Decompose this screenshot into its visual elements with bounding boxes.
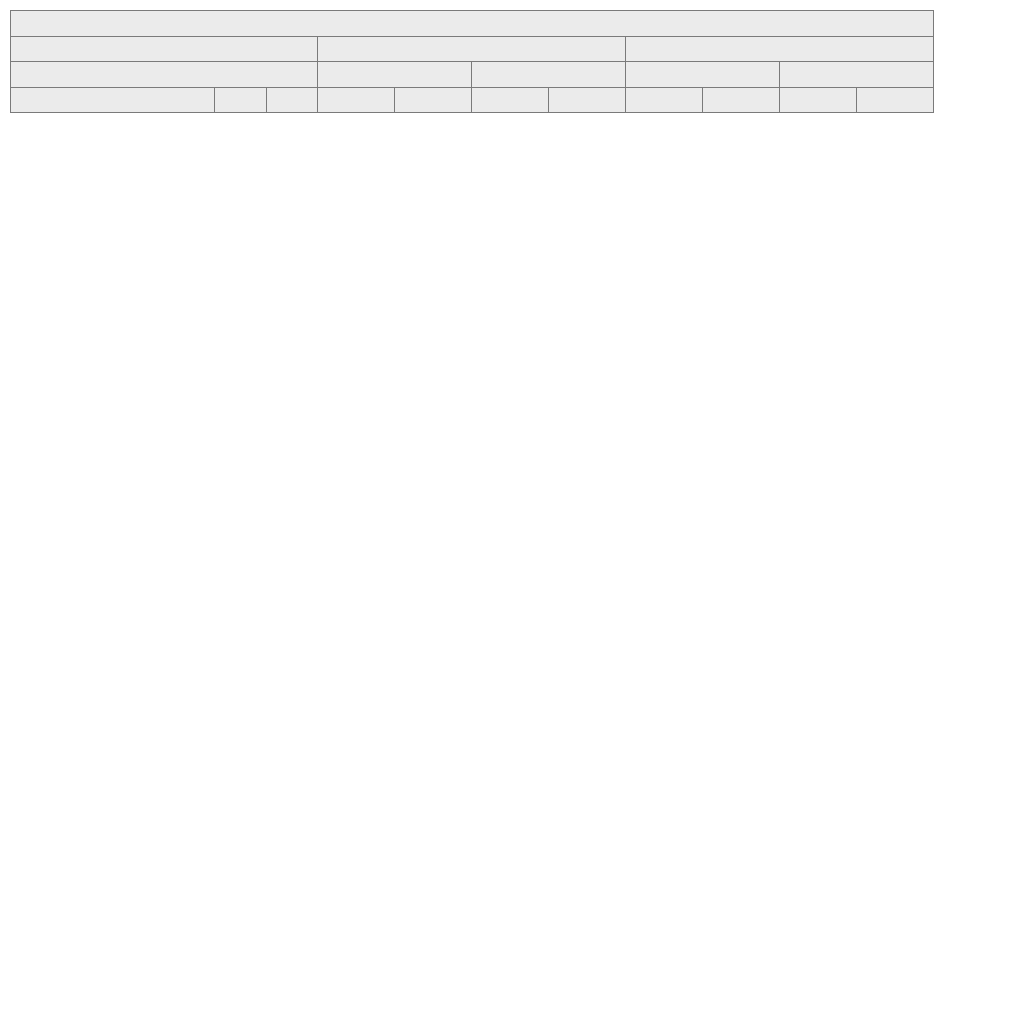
average-high-mode-header (472, 62, 626, 88)
oblique1-column-header (472, 87, 549, 113)
average-group-header (318, 36, 626, 62)
oblique1-column-header (780, 87, 857, 113)
std-high-mode-header (780, 62, 934, 88)
std-deviation-group-header (626, 36, 934, 62)
oblique2-column-header (703, 87, 780, 113)
oblique1-column-header (318, 87, 395, 113)
id-column-header (215, 87, 267, 113)
freq-column-header (267, 87, 318, 113)
average-low-mode-header (318, 62, 472, 88)
city-column-header (11, 87, 215, 113)
oblique2-column-header (857, 87, 934, 113)
colorbar (950, 33, 1012, 483)
oblique2-column-header (549, 87, 626, 113)
std-low-mode-header (626, 62, 780, 88)
date-range (11, 36, 318, 62)
oblique1-column-header (626, 87, 703, 113)
site-info-header (11, 62, 318, 88)
statistics-table (10, 10, 934, 113)
colorbar-scale (952, 37, 963, 473)
oblique2-column-header (395, 87, 472, 113)
table-title (11, 11, 934, 37)
